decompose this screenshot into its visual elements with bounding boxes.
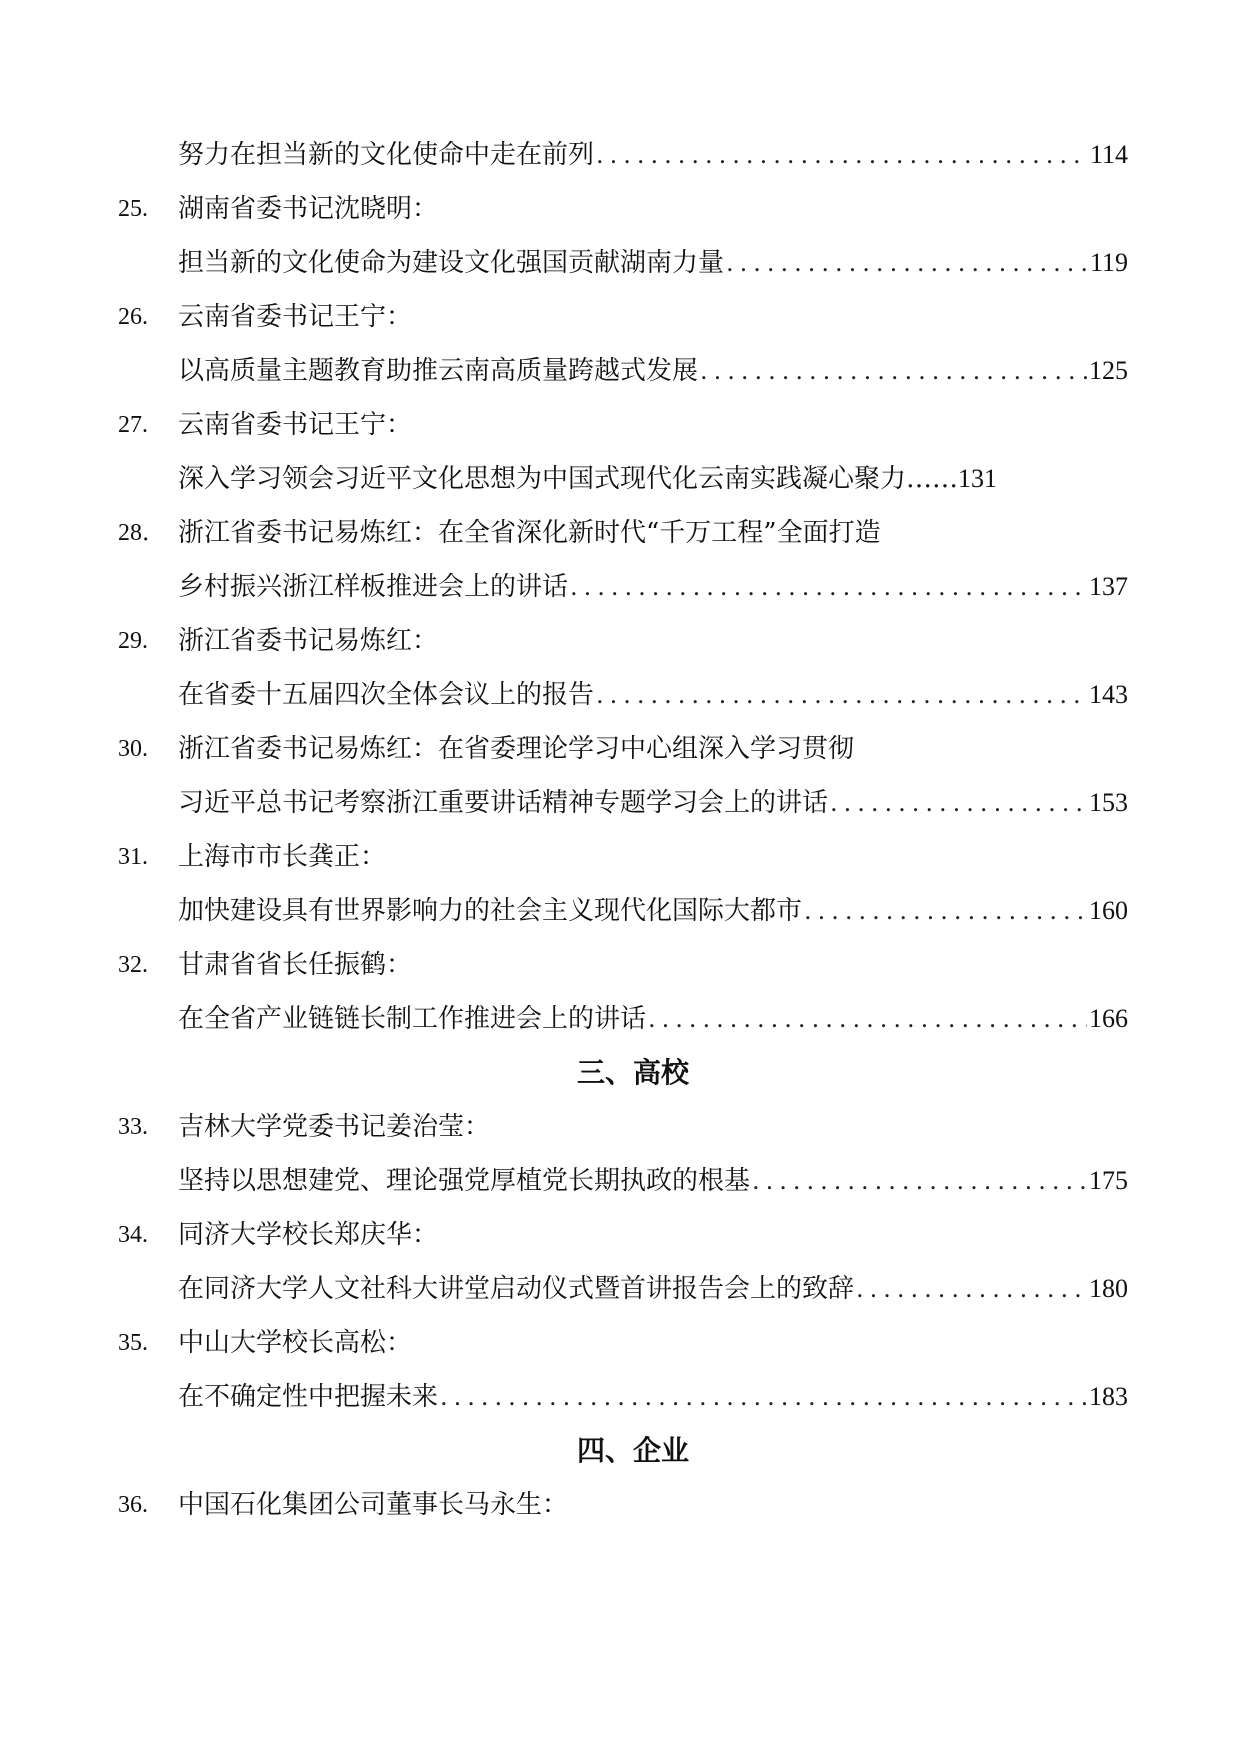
toc-entry-title: 在同济大学人文社科大讲堂启动仪式暨首讲报告会上的致辞 [178,1274,855,1304]
toc-entry-author: 中国石化集团公司董事长马永生： [178,1490,569,1520]
toc-entry-title: 乡村振兴浙江样板推进会上的讲话 [178,572,569,602]
toc-entry-number: 35. [118,1330,148,1356]
toc-page-number: 183 [1089,1382,1128,1411]
toc-entry-author: 浙江省委书记易炼红：在全省深化新时代“千万工程”全面打造 [178,518,881,548]
toc-entry-author: 云南省委书记王宁： [178,410,413,440]
toc-page-number: 180 [1089,1274,1128,1303]
toc-entry-number: 25. [118,196,148,222]
toc-entry-number: 26. [118,304,148,330]
toc-entry-number: 28． [118,520,166,546]
toc-entry-line [118,1370,1128,1424]
dot-leader [596,128,1088,182]
dot-leader [596,668,1087,722]
toc-entry-number: 29. [118,628,148,654]
toc-entry-number: 33. [118,1114,148,1140]
toc-entry-title: 在不确定性中把握未来 [178,1382,439,1412]
toc-entry-heading [118,1478,1128,1532]
toc-entry-line [118,668,1128,722]
toc-entry-number: 30. [118,736,148,762]
toc-entry-title: 加快建设具有世界影响力的社会主义现代化国际大都市 [178,896,803,926]
toc-entry-line [118,560,1128,614]
table-of-contents [118,128,1128,1532]
toc-entry-line [118,1262,1128,1316]
toc-page-number: 114 [1089,140,1128,169]
dot-leader [752,1154,1087,1208]
toc-entry-title: 担当新的文化使命为建设文化强国贡献湖南力量 [178,248,725,278]
toc-entry-title: 深入学习领会习近平文化思想为中国式现代化云南实践凝心聚力…… [178,464,959,494]
toc-entry-heading [118,830,1128,884]
toc-entry-heading [118,398,1128,452]
toc-entry-author: 浙江省委书记易炼红：在省委理论学习中心组深入学习贯彻 [178,734,855,764]
toc-entry-line [118,344,1128,398]
toc-entry-line [118,992,1128,1046]
toc-entry-heading [118,1208,1128,1262]
toc-entry-author: 上海市市长龚正： [178,842,387,872]
toc-page-number: 166 [1089,1004,1128,1033]
toc-entry-author: 中山大学校长高松： [178,1328,413,1358]
toc-entry-line [118,236,1128,290]
toc-entry-author: 甘肃省省长任振鹤： [178,950,413,980]
toc-entry-heading [118,722,1128,776]
dot-leader [700,344,1087,398]
dot-leader [726,236,1088,290]
toc-entry-line [118,776,1128,830]
toc-page-number: 143 [1089,680,1128,709]
toc-entry-title: 以高质量主题教育助推云南高质量跨越式发展 [178,356,699,386]
toc-page-number: 119 [1089,248,1128,277]
toc-entry-line [118,128,1128,182]
toc-page-number: 137 [1089,572,1128,601]
toc-entry-author: 同济大学校长郑庆华： [178,1220,439,1250]
toc-entry-title: 在省委十五届四次全体会议上的报告 [178,680,595,710]
toc-entry-number: 27. [118,412,148,438]
dot-leader [856,1262,1087,1316]
section-heading-universities: 三、高校 [576,1056,689,1089]
dot-leader [570,560,1087,614]
toc-entry-heading [118,290,1128,344]
toc-page-number: 131 [958,464,998,493]
toc-page-number: 153 [1089,788,1128,817]
toc-entry-title: 习近平总书记考察浙江重要讲话精神专题学习会上的讲话 [178,788,829,818]
dot-leader [804,884,1087,938]
toc-entry-author: 湖南省委书记沈晓明： [178,194,439,224]
toc-entry-title: 在全省产业链链长制工作推进会上的讲话 [178,1004,647,1034]
toc-entry-heading [118,182,1128,236]
dot-leader [830,776,1087,830]
toc-entry-number: 31. [118,844,148,870]
toc-entry-line [118,1154,1128,1208]
toc-page-number: 160 [1089,896,1128,925]
toc-entry-heading [118,506,1128,560]
toc-entry-author: 浙江省委书记易炼红： [178,626,439,656]
toc-entry-heading [118,938,1128,992]
dot-leader [648,992,1087,1046]
toc-page-number: 125 [1089,356,1128,385]
toc-page-number: 175 [1089,1166,1128,1195]
toc-entry-author: 云南省委书记王宁： [178,302,413,332]
toc-entry-heading [118,1316,1128,1370]
toc-entry-number: 34. [118,1222,148,1248]
toc-entry-title: 努力在担当新的文化使命中走在前列 [178,140,595,170]
toc-entry-title: 坚持以思想建党、理论强党厚植党长期执政的根基 [178,1166,751,1196]
toc-entry-heading [118,614,1128,668]
dot-leader [440,1370,1087,1424]
section-heading-enterprises: 四、企业 [576,1434,689,1467]
toc-entry-number: 32. [118,952,148,978]
toc-entry-heading [118,1100,1128,1154]
toc-entry-author: 吉林大学党委书记姜治莹： [178,1112,491,1142]
toc-entry-line [118,884,1128,938]
toc-entry-line [118,452,1128,506]
toc-entry-number: 36. [118,1492,148,1518]
